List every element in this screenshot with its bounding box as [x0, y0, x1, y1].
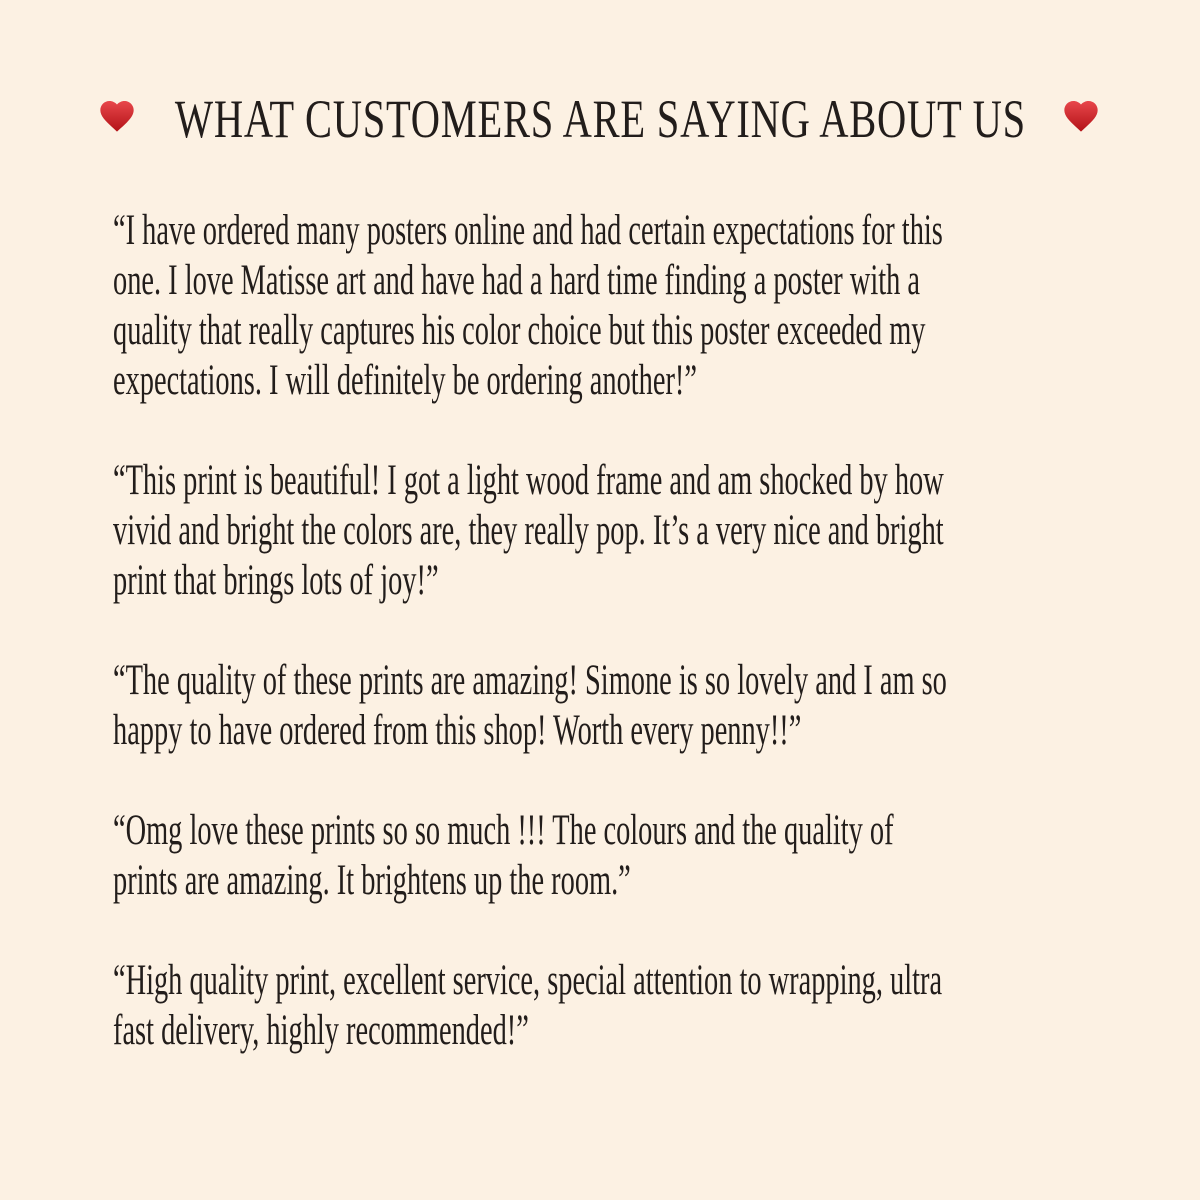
testimonial-quote-1 [113, 206, 1123, 406]
quote-line: quality that really captures his color choice but this poster exceeded my [113, 307, 926, 354]
quote-line: happy to have ordered from this shop! Worth every penny!!” [113, 707, 802, 754]
quote-line: print that brings lots of joy!” [113, 557, 439, 604]
quote-line: “I have ordered many posters online and had certain expectations for this [113, 207, 943, 254]
quote-line: vivid and bright the colors are, they really pop. It’s a very nice and bright [113, 507, 944, 554]
quote-line: “Omg love these prints so so much !!! The colours and the quality of [113, 807, 894, 854]
testimonials-list [113, 206, 1123, 1106]
testimonial-quote-2 [113, 456, 1123, 606]
quote-line: “The quality of these prints are amazing! Simone is so lovely and I am so [113, 657, 947, 704]
testimonial-quote-3 [113, 656, 1123, 756]
quote-line: prints are amazing. It brightens up the room.” [113, 857, 631, 904]
section-header [0, 88, 1200, 150]
quote-line: expectations. I will definitely be ordering another!” [113, 357, 697, 404]
quote-line: “High quality print, excellent service, special attention to wrapping, ultra [113, 957, 943, 1004]
testimonial-quote-5 [113, 956, 1123, 1056]
page-title: WHAT CUSTOMERS ARE SAYING ABOUT US [174, 89, 1026, 149]
red-heart-icon [1060, 96, 1102, 136]
quote-line: one. I love Matisse art and have had a hard time finding a poster with a [113, 257, 921, 304]
testimonial-quote-4 [113, 806, 1123, 906]
quote-line: “This print is beautiful! I got a light wood frame and am shocked by how [113, 457, 944, 504]
quote-line: fast delivery, highly recommended!” [113, 1007, 529, 1054]
